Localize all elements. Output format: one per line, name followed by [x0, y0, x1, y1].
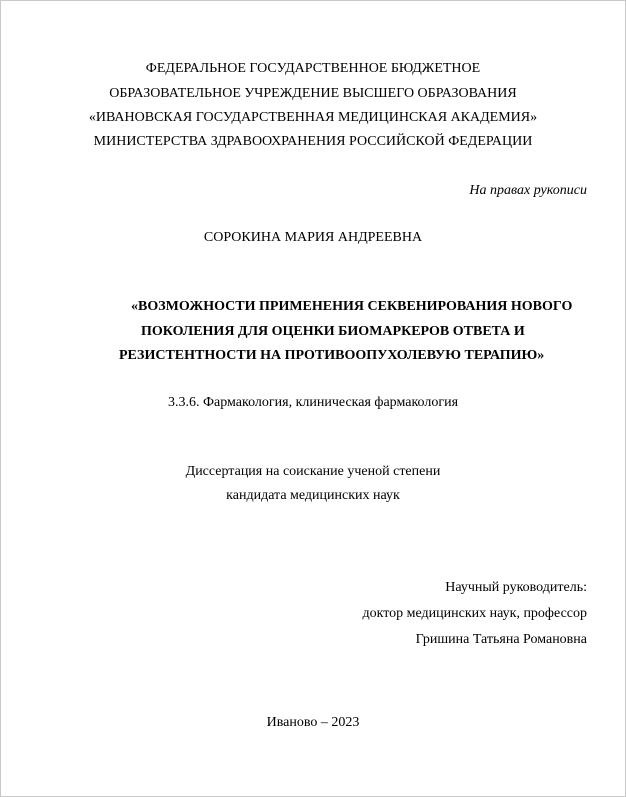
supervisor-block — [362, 575, 587, 653]
title-line-2: ПОКОЛЕНИЯ ДЛЯ ОЦЕНКИ БИОМАРКЕРОВ ОТВЕТА И — [141, 324, 525, 339]
institution-line-1: ФЕДЕРАЛЬНОЕ ГОСУДАРСТВЕННОЕ БЮДЖЕТНОЕ — [145, 61, 481, 76]
degree-line-1: Диссертация на соискание ученой степени — [185, 464, 441, 479]
institution-line-2: ОБРАЗОВАТЕЛЬНОЕ УЧРЕЖДЕНИЕ ВЫСШЕГО ОБРАЗОВАНИЯ — [109, 86, 517, 101]
manuscript-note: На правах рукописи — [469, 183, 587, 198]
supervisor-line-1: Научный руководитель: — [445, 580, 587, 595]
specialty: 3.3.6. Фармакология, клиническая фармакология — [167, 395, 459, 410]
supervisor-line-2: доктор медицинских наук, профессор — [362, 606, 587, 621]
institution-line-3: «ИВАНОВСКАЯ ГОСУДАРСТВЕННАЯ МЕДИЦИНСКАЯ АКАДЕМИЯ» — [88, 110, 538, 125]
institution-line-4: МИНИСТЕРСТВА ЗДРАВООХРАНЕНИЯ РОССИЙСКОЙ ФЕДЕРАЦИИ — [93, 134, 533, 149]
degree-line-2: кандидата медицинских наук — [226, 488, 400, 503]
title-line-1: «ВОЗМОЖНОСТИ ПРИМЕНЕНИЯ СЕКВЕНИРОВАНИЯ НОВОГО — [131, 299, 573, 314]
title-line-3: РЕЗИСТЕНТНОСТИ НА ПРОТИВООПУХОЛЕВУЮ ТЕРАПИЮ» — [119, 348, 545, 363]
city-year: Иваново – 2023 — [266, 715, 360, 730]
author-name: СОРОКИНА МАРИЯ АНДРЕЕВНА — [203, 230, 423, 245]
supervisor-line-3: Гришина Татьяна Романовна — [415, 632, 587, 647]
